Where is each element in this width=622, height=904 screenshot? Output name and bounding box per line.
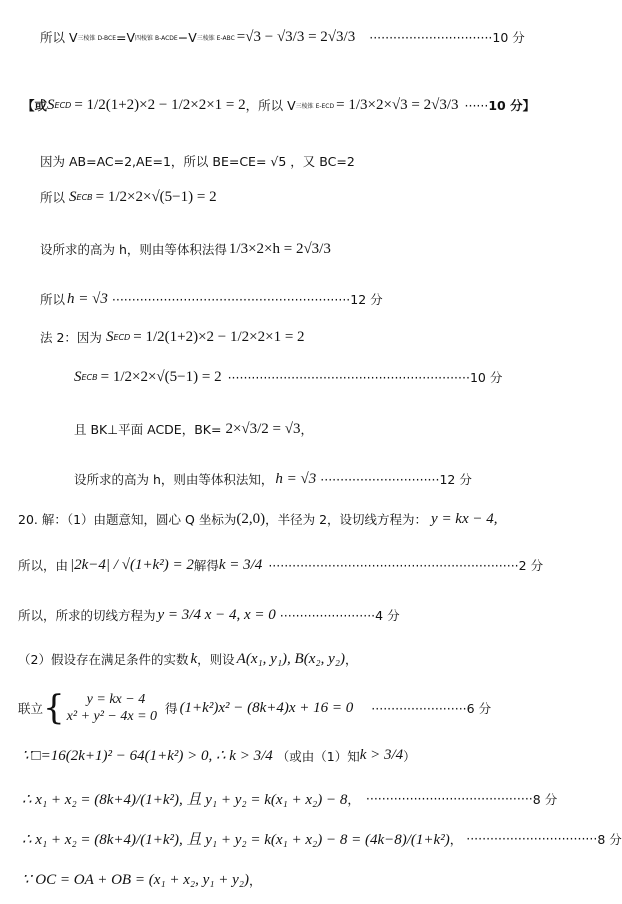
math-expression: = 1/2×2×√(5−1) = 2 <box>95 188 217 205</box>
dot-leader: ······························ <box>320 471 440 487</box>
text: ， <box>344 652 358 667</box>
subscript: ECB <box>81 372 98 382</box>
vieta-sum-line <box>22 788 557 809</box>
score-label: 2 分 <box>518 558 544 573</box>
math-expression: (1+k²)x² − (8k+4)x + 16 = 0 <box>179 699 354 716</box>
score-label: 10 分 <box>492 30 525 45</box>
math-expression: k = 3/4 <box>218 556 263 573</box>
math-expression: =√3 − √3/3 = 2√3/3 <box>236 28 356 45</box>
math-expression: = 1/2(1+2)×2 − 1/2×2×1 = 2 <box>133 328 305 345</box>
text: ， <box>347 791 360 807</box>
height-result-line-2 <box>74 470 472 488</box>
score-label: 10 分】 <box>488 98 536 113</box>
score-label: 4 分 <box>375 608 400 623</box>
subscript: 四棱锥 B-ACDE <box>135 34 178 42</box>
math-expression: = 1/2×2×√(5−1) = 2 <box>100 368 222 385</box>
simultaneous-equations-line <box>18 688 491 728</box>
vieta-sum-line-2 <box>22 828 622 849</box>
alternative-method-line <box>22 96 535 114</box>
area-ecb-line <box>40 188 217 206</box>
text: 因为 AB=AC=2,AE=1，所以 BE=CE= √5 ，又 BC=2 <box>40 154 355 169</box>
math-symbol: S <box>105 328 114 345</box>
score-label: 12 分 <box>350 292 383 307</box>
part-two-assumption-line <box>18 650 357 668</box>
equation-system <box>67 691 157 726</box>
dot-leader: ···························································· <box>111 291 351 307</box>
text: 解得 <box>193 558 219 573</box>
math-expression: = 1/2(1+2)×2 − 1/2×2×1 = 2 <box>74 96 246 113</box>
math-symbol: S <box>69 188 77 205</box>
subscript: 三棱锥 E-ECD <box>295 102 335 110</box>
equation: x² + y² − 4x = 0 <box>66 709 158 724</box>
text: （2）假设存在满足条件的实数 <box>18 652 189 667</box>
score-label: 12 分 <box>439 472 472 487</box>
perpendicular-line <box>74 420 313 438</box>
volume-equation-line <box>40 28 525 46</box>
dot-leader: ································· <box>466 831 598 846</box>
math-expression: h = √3 <box>275 470 317 487</box>
score-label: 8 分 <box>532 791 558 807</box>
text: 得 <box>165 701 178 716</box>
math-symbol: S <box>74 368 82 385</box>
score-label: 8 分 <box>597 831 622 847</box>
text: 设所求的高为 h，则由等体积法知， <box>74 472 274 487</box>
math-expression: h = √3 <box>67 290 108 307</box>
given-lengths-line <box>40 152 355 170</box>
math-expression: ∵□=16(2k+1)² − 64(1+k²) > 0, ∴ k > 3/4 <box>22 748 273 764</box>
height-result-line <box>40 290 383 308</box>
text: 【或 <box>22 98 48 113</box>
math-expression: = 1/3×2×√3 = 2√3/3 <box>336 96 459 113</box>
text: ，所以 V <box>245 98 296 113</box>
dot-leader: ························ <box>279 607 376 623</box>
equation: y = kx − 4 <box>86 691 146 707</box>
math-symbol: k <box>190 650 198 667</box>
text: ， <box>449 831 463 847</box>
text: 所以 <box>40 190 66 205</box>
text: 所以，所求的切线方程为 <box>18 608 156 623</box>
text: 所以，由 <box>18 558 69 573</box>
math-expression: ∴ x₁ + x₂ = (8k+4)/(1+k²), 且 y₁ + y₂ = k(x₁ + x₂) − 8 <box>22 792 348 808</box>
text: ） <box>403 748 416 764</box>
text: ， <box>300 422 314 437</box>
subscript: 三棱锥 E-ABC <box>196 34 235 42</box>
dot-leader: ·········································· <box>365 791 533 806</box>
tangent-distance-line <box>18 556 543 574</box>
equal-volume-line <box>40 240 331 258</box>
dot-leader: ······························· <box>369 29 493 45</box>
tangent-equation-line <box>18 606 400 624</box>
text: =V <box>116 29 136 45</box>
dot-leader: ······························································· <box>268 557 519 573</box>
text: 所以 V <box>40 30 78 45</box>
math-expression: (2,0) <box>236 510 266 527</box>
text: 所以 <box>40 292 66 307</box>
text: 且 BK⊥平面 ACDE，BK= <box>74 422 222 437</box>
subscript: ECB <box>76 192 93 202</box>
math-expression: 1/3×2×h = 2√3/3 <box>228 240 331 257</box>
dot-leader: ····························································· <box>227 369 470 385</box>
text: ，半径为 2，设切线方程为： <box>265 512 428 527</box>
score-label: 6 分 <box>466 701 492 716</box>
math-expression: k > 3/4 <box>359 747 404 763</box>
subscript: ECD <box>54 100 72 110</box>
dot-leader: ························ <box>371 700 467 716</box>
math-symbol: S <box>47 96 55 113</box>
problem-20-header <box>18 510 498 528</box>
text: 联立 <box>18 701 44 716</box>
text: 设所求的高为 h，则由等体积法得 <box>40 242 227 257</box>
math-expression: y = 3/4 x − 4, x = 0 <box>157 606 276 623</box>
dot-leader: ······ <box>464 97 489 113</box>
math-expression: ∴ x₁ + x₂ = (8k+4)/(1+k²), 且 y₁ + y₂ = k(x₁ + x₂) − 8 = (4k−8)/(1+k²) <box>22 832 450 848</box>
text: ， <box>248 872 262 888</box>
subscript: 三棱锥 D-BCE <box>77 34 117 42</box>
method-two-line <box>40 328 305 346</box>
vector-sum-line <box>22 870 261 889</box>
math-expression: ∵ OC = OA + OB = (x₁ + x₂, y₁ + y₂) <box>22 872 249 888</box>
text: −V <box>177 29 197 45</box>
left-brace-icon: { <box>43 688 65 728</box>
text: 20. 解：（1）由题意知，圆心 Q 坐标为 <box>18 512 237 527</box>
text: （或由（1）知 <box>276 748 360 764</box>
discriminant-line <box>22 746 416 765</box>
text: 法 2：因为 <box>40 330 102 345</box>
subscript: ECD <box>113 332 131 342</box>
math-expression: |2k−4| / √(1+k²) = 2 <box>70 556 194 573</box>
math-expression: y = kx − 4, <box>431 510 498 527</box>
score-label: 10 分 <box>469 370 503 385</box>
math-expression: A(x₁, y₁), B(x₂, y₂) <box>236 650 345 667</box>
math-expression: 2×√3/2 = √3 <box>225 420 301 437</box>
area-ecb-line-2 <box>74 368 502 386</box>
text: ，则设 <box>197 652 235 667</box>
